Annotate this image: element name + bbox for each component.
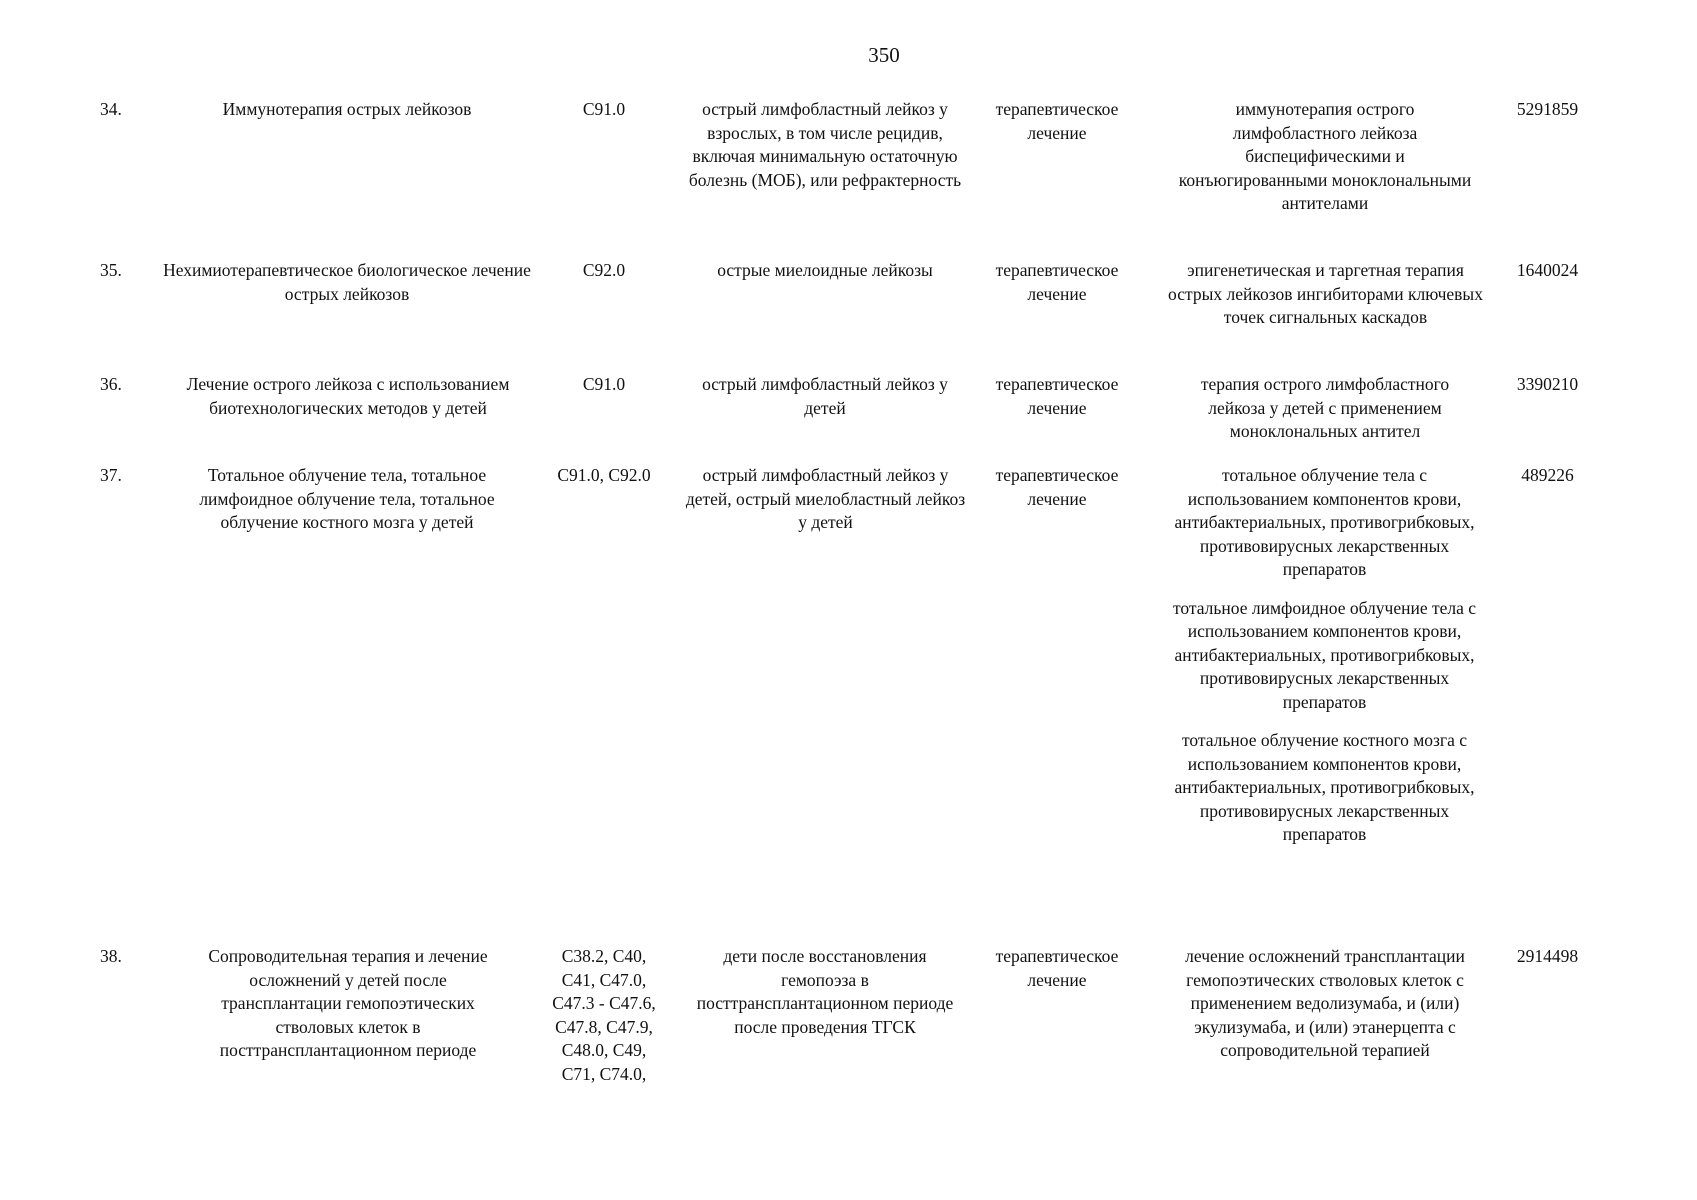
- cost-value: 5291859: [1516, 99, 1579, 119]
- page-number: 350: [868, 43, 900, 67]
- icd-codes: C38.2, C40, C41, C47.0, C47.3 - C47.6, C47.8, C47.9, C48.0, C49, C71, C74.0,: [552, 946, 656, 1084]
- cost-value: 2914498: [1516, 946, 1579, 966]
- patient-model: дети после восстановления гемопоэза в посттрансплантационном периоде после проведения ТГСК: [696, 946, 954, 1037]
- icd-codes: C91.0, C92.0: [557, 465, 651, 485]
- technology-name: Нехимиотерапевтическое биологическое лечение острых лейкозов: [163, 260, 531, 304]
- icd-codes: C91.0: [582, 99, 626, 119]
- cost-value: 489226: [1521, 465, 1574, 485]
- treatment-method: тотальное облучение тела с использованием компонентов крови, антибактериальных, противогрибковых, противовирусных лекарственных препаратов: [1174, 465, 1475, 579]
- treatment-type: терапевтическое лечение: [995, 465, 1119, 509]
- row-number: 34.: [100, 99, 122, 119]
- patient-model: острые миелоидные лейкозы: [717, 260, 933, 280]
- treatment-type: терапевтическое лечение: [995, 99, 1119, 143]
- treatment-method: лечение осложнений трансплантации гемопоэтических стволовых клеток с применением ведолизумаба, и (или) экулизумаба, и (или) этанерцепта с сопроводительной терапией: [1185, 946, 1465, 1060]
- treatment-methods-list: [1172, 464, 1477, 847]
- row-number: 38.: [100, 946, 122, 966]
- technology-name: Иммунотерапия острых лейкозов: [222, 99, 472, 119]
- technology-name: Сопроводительная терапия и лечение осложнений у детей после трансплантации гемопоэтических стволовых клеток в посттрансплантационном периоде: [208, 946, 488, 1060]
- treatment-method: тотальное облучение костного мозга с использованием компонентов крови, антибактериальных, противогрибковых, противовирусных лекарственных препаратов: [1174, 730, 1475, 844]
- icd-codes: C91.0: [582, 374, 626, 394]
- treatment-type: терапевтическое лечение: [995, 260, 1119, 304]
- cost-value: 3390210: [1516, 374, 1579, 394]
- patient-model: острый лимфобластный лейкоз у взрослых, в том числе рецидив, включая минимальную остаточную болезнь (МОБ), или рефрактерность: [688, 99, 962, 190]
- treatment-type: терапевтическое лечение: [995, 946, 1119, 990]
- technology-name: Тотальное облучение тела, тотальное лимфоидное облучение тела, тотальное облучение костного мозга у детей: [199, 465, 495, 532]
- row-number: 36.: [100, 374, 122, 394]
- technology-name: Лечение острого лейкоза с использованием биотехнологических методов у детей: [186, 374, 510, 418]
- row-number: 37.: [100, 465, 122, 485]
- treatment-method: иммунотерапия острого лимфобластного лейкоза биспецифическими и конъюгированными моноклональными антителами: [1178, 99, 1472, 213]
- cost-value: 1640024: [1516, 260, 1579, 280]
- icd-codes: C92.0: [582, 260, 626, 280]
- treatment-type: терапевтическое лечение: [995, 374, 1119, 418]
- treatment-method: терапия острого лимфобластного лейкоза у детей с применением моноклональных антител: [1200, 374, 1450, 441]
- patient-model: острый лимфобластный лейкоз у детей: [702, 374, 948, 418]
- treatment-method: тотальное лимфоидное облучение тела с использованием компонентов крови, антибактериальных, противогрибковых, противовирусных лекарственных препаратов: [1172, 597, 1477, 712]
- patient-model: острый лимфобластный лейкоз у детей, острый миелобластный лейкоз у детей: [685, 465, 966, 532]
- treatment-method: эпигенетическая и таргетная терапия острых лейкозов ингибиторами ключевых точек сигнальных каскадов: [1168, 260, 1483, 327]
- row-number: 35.: [100, 260, 122, 280]
